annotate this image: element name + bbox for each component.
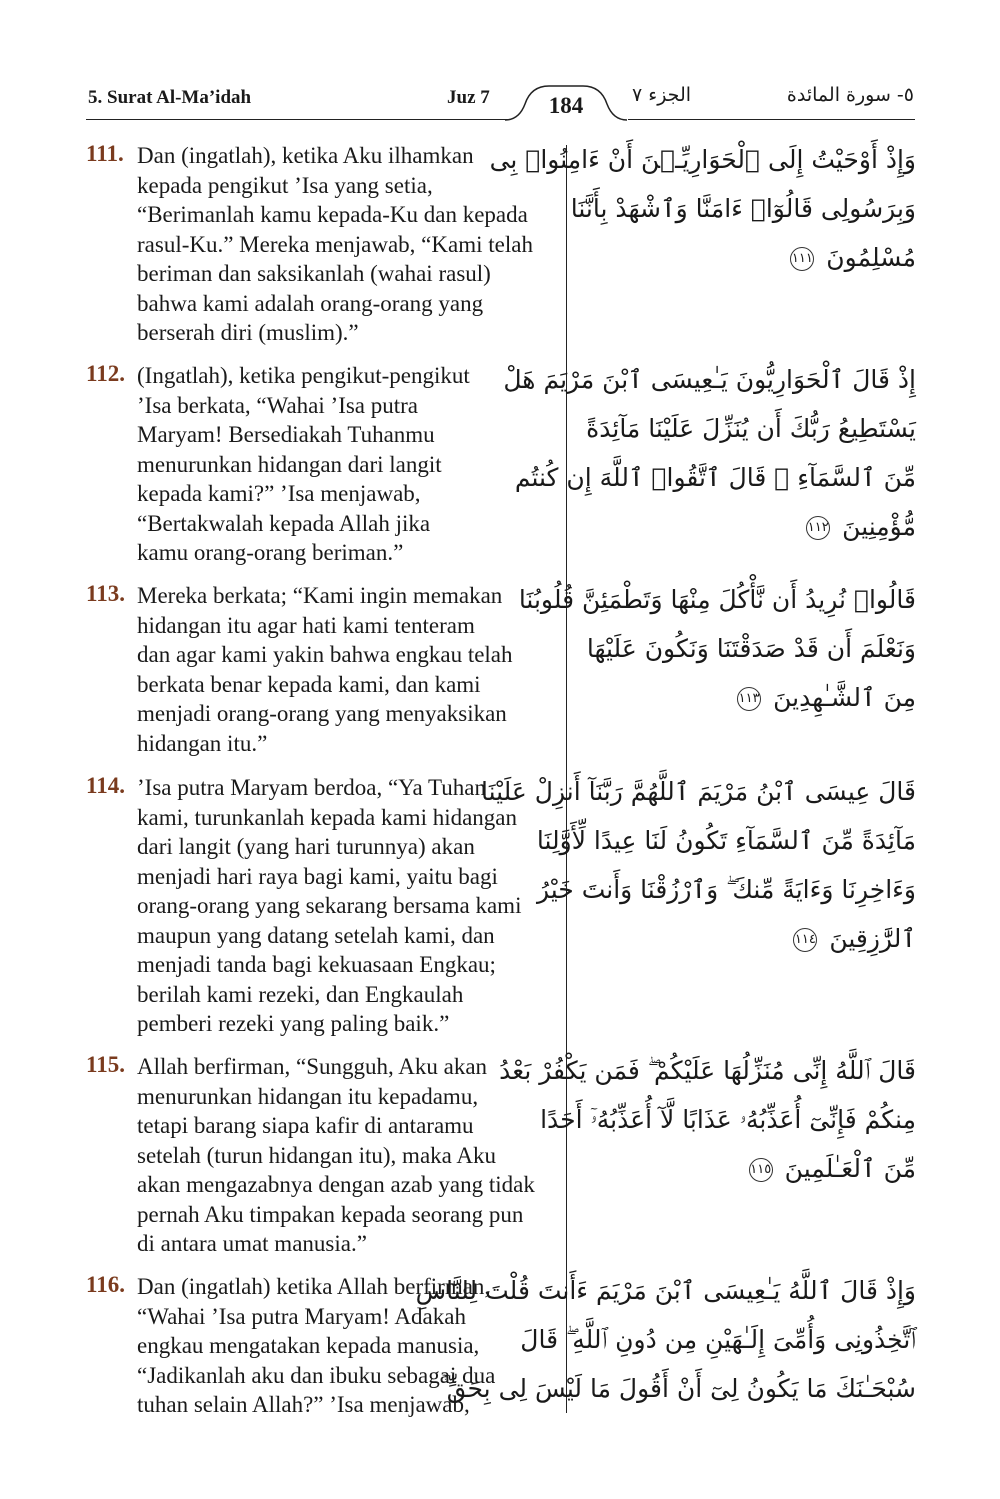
ayah-end-marker: ١١٣ xyxy=(737,687,761,711)
translation-line: kepada pengikut ’Isa yang setia, xyxy=(137,172,433,198)
translation-line: beriman dan saksikanlah (wahai rasul) xyxy=(137,261,491,286)
translation-line: kepada kami?” ’Isa menjawab, xyxy=(137,481,421,506)
translation-line: dan agar kami yakin bahwa engkau telah xyxy=(137,642,513,667)
verse-arabic xyxy=(489,135,916,282)
arabic-line: مَآئِدَةً مِّنَ ٱلسَّمَآءِ تَكُونُ لَنَا عِيدًا لِّأَوَّلِنَا xyxy=(536,826,916,855)
translation-line: hidangan itu agar hati kami tenteram xyxy=(137,612,475,638)
verse-arabic xyxy=(499,1046,916,1193)
page-number: 184 xyxy=(548,93,584,118)
verse-arabic xyxy=(518,575,916,722)
translation-line: Dan (ingatlah), ketika Aku ilhamkan xyxy=(137,143,474,168)
header-rule-left xyxy=(86,119,508,120)
verse-translation xyxy=(137,361,555,568)
translation-line: Mereka berkata; “Kami ingin memakan xyxy=(137,583,503,608)
translation-line: setelah (turun hidangan itu), maka Aku xyxy=(137,1142,496,1168)
translation-line: akan mengazabnya dengan azab yang tidak xyxy=(137,1172,535,1197)
arabic-line: مِنكُمْ فَإِنِّىٓ أُعَذِّبُهُۥ عَذَابًا لَّآ أُعَذِّبُهُۥٓ أَحَدًا xyxy=(540,1105,916,1134)
translation-line: menjadi hari raya bagi kami, yaitu bagi xyxy=(137,863,498,889)
arabic-line: مُسْلِمُونَ xyxy=(826,243,916,272)
arabic-line: قَالَ عِيسَى ٱبْنُ مَرْيَمَ ٱللَّهُمَّ رَبَّنَآ أَنزِلْ عَلَيْنَا xyxy=(480,777,916,806)
arabic-line: مِّنَ ٱلسَّمَآءِ ۖ قَالَ ٱتَّقُوا۟ ٱللَّهَ إِن كُنتُم xyxy=(514,463,916,492)
verse-number: 116. xyxy=(86,1272,125,1297)
header-rule-right xyxy=(628,119,915,120)
translation-line: orang-orang yang sekarang bersama kami xyxy=(137,893,522,918)
translation-line: tuhan selain Allah?” ’Isa menjawab, xyxy=(137,1392,470,1417)
translation-line: “Berimanlah kamu kepada-Ku dan kepada xyxy=(137,202,528,227)
juz-label-latin: Juz 7 xyxy=(447,87,490,108)
translation-line: tetapi barang siapa kafir di antaramu xyxy=(137,1113,474,1138)
translation-line: menurunkan hidangan itu kepadamu, xyxy=(137,1083,479,1109)
surah-title-latin: 5. Surat Al-Ma’idah xyxy=(88,87,252,108)
verse-number: 114. xyxy=(86,773,125,798)
translation-line: di antara umat manusia.” xyxy=(137,1231,367,1256)
translation-line: engkau mengatakan kepada manusia, xyxy=(137,1333,480,1358)
arabic-line: قَالَ ٱللَّهُ إِنِّى مُنَزِّلُهَا عَلَيْكُمْ ۖ فَمَن يَكْفُرْ بَعْدُ xyxy=(499,1056,916,1085)
translation-line: “Bertakwalah kepada Allah jika xyxy=(137,510,431,536)
verse-number: 111. xyxy=(86,141,124,166)
page-header xyxy=(0,0,1000,130)
arabic-line: وَنَعْلَمَ أَن قَدْ صَدَقْتَنَا وَنَكُونَ عَلَيْهَا xyxy=(586,634,916,663)
translation-line: maupun yang datang setelah kami, dan xyxy=(137,922,495,948)
verse-arabic xyxy=(415,1266,916,1413)
arabic-line: وَءَاخِرِنَا وَءَايَةً مِّنكَ ۖ وَٱرْزُقْنَا وَأَنتَ خَيْرُ xyxy=(536,875,916,904)
translation-line: hidangan itu.” xyxy=(137,730,268,756)
arabic-line: وَإِذْ قَالَ ٱللَّهُ يَـٰعِيسَى ٱبْنَ مَرْيَمَ ءَأَنتَ قُلْتَ لِلنَّاسِ xyxy=(415,1276,916,1305)
translation-line: kamu orang-orang beriman.” xyxy=(137,540,404,565)
translation-line: Dan (ingatlah) ketika Allah berfirman, xyxy=(137,1274,491,1299)
verse-number: 115. xyxy=(86,1052,125,1077)
translation-line: pernah Aku timpakan kepada seorang pun xyxy=(137,1201,524,1227)
verse-number: 112. xyxy=(86,361,125,386)
arabic-line: ٱلرَّٰزِقِينَ xyxy=(829,924,916,953)
surah-title-arabic: ٥- سورة المائدة xyxy=(786,84,914,106)
arabic-line: إِذْ قَالَ ٱلْحَوَارِيُّونَ يَـٰعِيسَى ٱبْنَ مَرْيَمَ هَلْ xyxy=(503,365,916,394)
arabic-line: مُّؤْمِنِينَ xyxy=(842,512,916,541)
translation-line: ’Isa putra Maryam berdoa, “Ya Tuhan xyxy=(137,775,486,800)
translation-line: menjadi tanda bagi kekuasaan Engkau; xyxy=(137,952,496,977)
translation-line: ’Isa berkata, “Wahai ’Isa putra xyxy=(137,392,419,418)
arabic-line: وَإِذْ أَوْحَيْتُ إِلَى ٱلْحَوَارِيِّـۧنَ أَنْ ءَامِنُوا۟ بِى xyxy=(489,145,916,174)
ayah-end-marker: ١١٥ xyxy=(749,1158,773,1182)
arabic-line: وَبِرَسُولِى قَالُوٓا۟ ءَامَنَّا وَٱشْهَدْ بِأَنَّنَا xyxy=(570,194,916,223)
ayah-end-marker: ١١٢ xyxy=(806,516,830,540)
ayah-end-marker: ١١٤ xyxy=(793,928,817,952)
translation-line: dari langit (yang hari turunnya) akan xyxy=(137,834,475,859)
arabic-line: يَسْتَطِيعُ رَبُّكَ أَن يُنَزِّلَ عَلَيْنَا مَآئِدَةً xyxy=(586,414,916,443)
translation-line: (Ingatlah), ketika pengikut-pengikut xyxy=(137,363,470,388)
translation-line: berilah kami rezeki, dan Engkaulah xyxy=(137,981,464,1007)
translation-line: kami, turunkanlah kepada kami hidangan xyxy=(137,804,518,830)
verse-translation xyxy=(137,1052,555,1259)
translation-line: “Wahai ’Isa putra Maryam! Adakah xyxy=(137,1303,466,1329)
arabic-line: مِنَ ٱلشَّـٰهِدِينَ xyxy=(773,683,916,712)
translation-line: rasul-Ku.” Mereka menjawab, “Kami telah xyxy=(137,231,533,257)
verse-arabic xyxy=(480,767,916,963)
ayah-end-marker: ١١١ xyxy=(790,247,814,271)
translation-line: menurunkan hidangan dari langit xyxy=(137,451,442,477)
arabic-line: سُبْحَـٰنَكَ مَا يَكُونُ لِىٓ أَنْ أَقُولَ مَا لَيْسَ لِى بِحَقٍّ ۚ xyxy=(440,1374,916,1403)
verse-arabic xyxy=(503,355,916,551)
translation-line: berserah diri (muslim).” xyxy=(137,320,359,345)
verse-number: 113. xyxy=(86,581,125,606)
translation-line: bahwa kami adalah orang-orang yang xyxy=(137,290,484,316)
translation-line: menjadi orang-orang yang menyaksikan xyxy=(137,701,507,726)
translation-line: “Jadikanlah aku dan ibuku sebagai dua xyxy=(137,1362,496,1388)
juz-label-arabic: الجزء ٧ xyxy=(632,84,692,106)
translation-line: Allah berfirman, “Sungguh, Aku akan xyxy=(137,1054,488,1079)
translation-line: Maryam! Bersediakah Tuhanmu xyxy=(137,422,435,447)
arabic-line: ٱتَّخِذُونِى وَأُمِّىَ إِلَـٰهَيْنِ مِن دُونِ ٱللَّهِ ۖ قَالَ xyxy=(520,1325,916,1354)
arabic-line: مِّنَ ٱلْعَـٰلَمِينَ xyxy=(784,1154,916,1183)
arabic-line: قَالُوا۟ نُرِيدُ أَن نَّأْكُلَ مِنْهَا وَتَطْمَئِنَّ قُلُوبُنَا xyxy=(518,585,916,614)
translation-line: berkata benar kepada kami, dan kami xyxy=(137,671,481,697)
verse-translation xyxy=(137,581,555,758)
translation-line: pemberi rezeki yang paling baik.” xyxy=(137,1011,450,1036)
